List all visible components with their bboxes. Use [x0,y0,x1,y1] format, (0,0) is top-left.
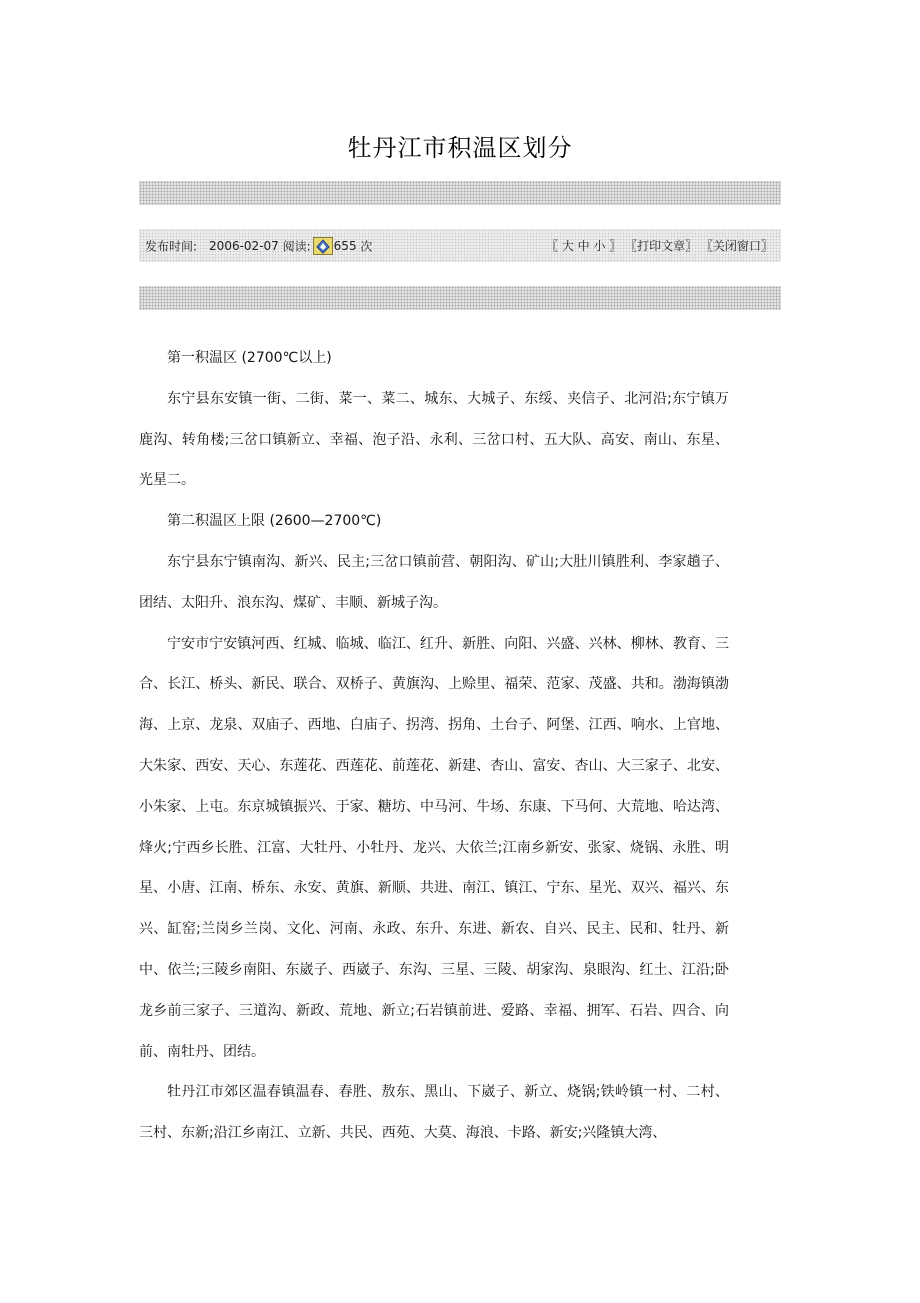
article-tools [546,237,773,254]
read-count-icon [313,237,333,255]
close-window-link[interactable]: 〖关闭窗口〗 [700,239,773,253]
paragraph: 牡丹江市郊区温春镇温春、春胜、敖东、黑山、下崴子、新立、烧锅;铁岭镇一村、二村、三村、东新;沿江乡南江、立新、共民、西苑、大莫、海浪、卡路、新安;兴隆镇大湾、 [139,1084,729,1142]
article-meta-bar [139,229,781,262]
content-divider-bar [139,286,781,310]
article-body [139,338,729,1154]
read-label: 阅读: [282,239,311,254]
font-size-control[interactable]: 〖 大 中 小 〗 [546,239,622,253]
header-divider-bar [139,181,781,205]
section-heading: 第二积温区上限 (2600—2700℃) [167,513,382,530]
paragraph: 宁安市宁安镇河西、红城、临城、临江、红升、新胜、向阳、兴盛、兴林、柳林、教育、三合、长江、桥头、新民、联合、双桥子、黄旗沟、上赊里、福荣、范家、茂盛、共和。渤海镇渤海、上京、龙泉、双庙子、西地、白庙子、拐湾、拐角、土台子、阿堡、江西、响水、上官地、大朱家、西安、天心、东莲花、西莲花、前莲花、新建、杏山、富安、杏山、大三家子、北安、小朱家、上屯。东京城镇振兴、于家、糖坊、中马河、牛场、东康、下马何、大荒地、哈达湾、烽火;宁西乡长胜、江富、大牡丹、小牡丹、龙兴、大依兰;江南乡新安、张家、烧锅、永胜、明星、小唐、江南、桥东、永安、黄旗、新顺、共进、南江、镇江、宁东、星光、双兴、福兴、东兴、缸窑;兰岗乡兰岗、文化、河南、永政、东升、东进、新农、自兴、民主、民和、牡丹、新中、依兰;三陵乡南阳、东崴子、西崴子、东沟、三星、三陵、胡家沟、泉眼沟、红土、江沿;卧龙乡前三家子、三道沟、新政、荒地、新立;石岩镇前进、爱路、幸福、拥军、石岩、四合、向前、南牡丹、团结。 [139,635,729,1060]
print-article-link[interactable]: 〖打印文章〗 [625,239,698,253]
publish-date: 2006-02-07 [209,239,279,253]
read-count: 655 [333,239,357,253]
article-meta-info [145,237,372,255]
read-unit: 次 [360,239,373,254]
paragraph: 东宁县东宁镇南沟、新兴、民主;三岔口镇前营、朝阳沟、矿山;大肚川镇胜利、李家趟子、团结、太阳升、浪东沟、煤矿、丰顺、新城子沟。 [139,553,729,611]
publish-label: 发布时间: [145,239,198,254]
section-heading: 第一积温区 (2700℃以上) [167,350,332,366]
page-title: 牡丹江市积温区划分 [347,134,573,162]
paragraph: 东宁县东安镇一街、二街、菜一、菜二、城东、大城子、东绥、夹信子、北河沿;东宁镇万鹿沟、转角楼;三岔口镇新立、幸福、泡子沿、永利、三岔口村、五大队、高安、南山、东星、光星二。 [139,390,729,489]
